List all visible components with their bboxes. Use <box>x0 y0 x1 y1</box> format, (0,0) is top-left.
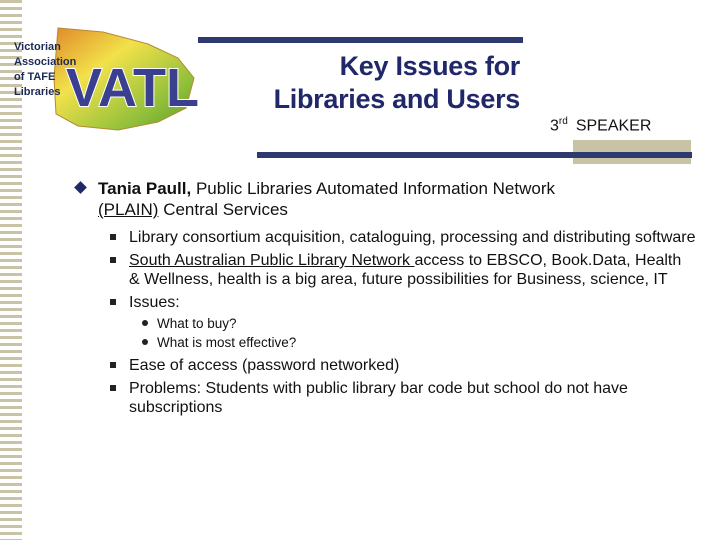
speaker-label <box>550 116 651 135</box>
square-bullet-icon <box>110 234 116 240</box>
round-bullet-icon <box>142 320 148 326</box>
list-item-text: access to EBSCO, Book.Data, Health & Wellness, health is a big area, future possibilities for Business, science, IT <box>129 252 682 288</box>
svg-text:VATL: VATL <box>66 58 199 118</box>
header-rule-bottom <box>257 152 692 158</box>
slide-content <box>76 178 696 421</box>
logo-line: Libraries <box>14 86 61 98</box>
logo-line: Victorian <box>14 41 61 53</box>
sublist-item-text: What is most effective? <box>157 335 297 350</box>
speaker-text: SPEAKER <box>575 117 652 135</box>
plain-abbr: (PLAIN) <box>98 200 159 219</box>
logo-wordmark <box>14 40 76 100</box>
title-line-1: Key Issues for <box>339 51 520 81</box>
list-item <box>76 293 696 352</box>
logo-line: Association <box>14 56 77 68</box>
list-item-text: Ease of access (password networked) <box>129 357 400 374</box>
lead-text-a: Public Libraries Automated Information Network <box>191 179 556 198</box>
square-bullet-icon <box>110 362 116 368</box>
slide-title <box>250 50 520 116</box>
title-line-2: Libraries and Users <box>273 84 520 114</box>
list-item-text: Issues: <box>129 294 180 311</box>
list-item-text: Library consortium acquisition, cataloguing, processing and distributing software <box>129 229 696 246</box>
header-rule-top <box>198 37 523 43</box>
list-item <box>76 379 696 417</box>
network-link[interactable]: South Australian Public Library Network <box>129 252 415 269</box>
speaker-number: 3 <box>550 117 559 135</box>
logo-line: of TAFE <box>14 71 56 83</box>
square-bullet-icon <box>110 299 116 305</box>
round-bullet-icon <box>142 339 148 345</box>
list-item <box>76 228 696 247</box>
issues-sublist <box>76 314 696 352</box>
issue-list <box>76 228 696 417</box>
diamond-bullet-icon <box>74 181 87 194</box>
speaker-suffix: rd <box>558 116 568 127</box>
sublist-item <box>76 314 696 333</box>
list-item <box>76 251 696 289</box>
lead-bullet <box>76 178 696 220</box>
list-item-text: Problems: Students with public library bar code but school do not have subscriptions <box>129 380 628 416</box>
square-bullet-icon <box>110 257 116 263</box>
speaker-name: Tania Paull, <box>98 179 192 198</box>
sublist-item-text: What to buy? <box>157 316 237 331</box>
list-item <box>76 356 696 375</box>
lead-text-b: Central Services <box>158 200 288 219</box>
square-bullet-icon <box>110 385 116 391</box>
sublist-item <box>76 333 696 352</box>
